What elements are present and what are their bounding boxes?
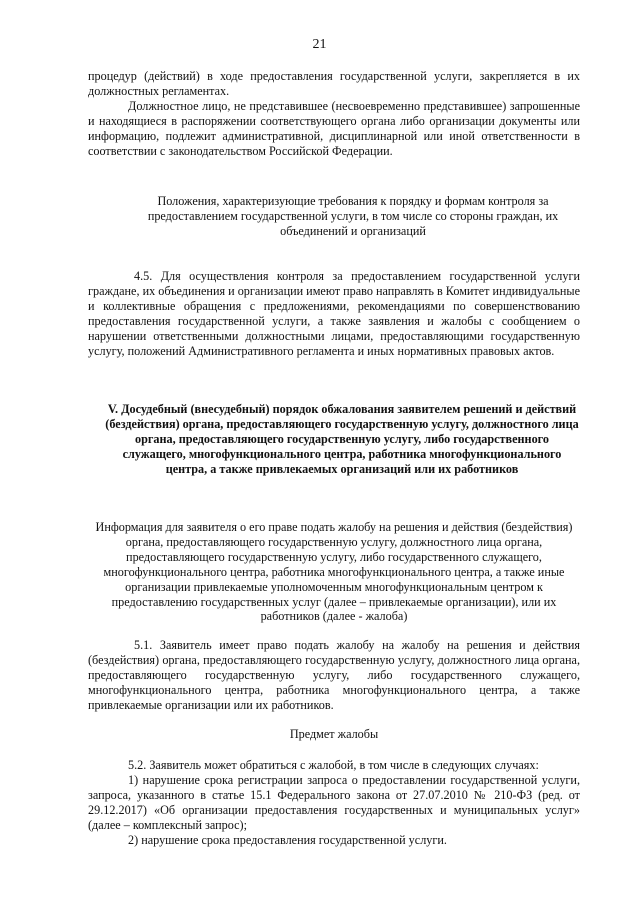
heading-control-requirements: Положения, характеризующие требования к порядку и формам контроля за предоставлением государственной услуги, в том числе со стороны граждан, их объединений и организаций xyxy=(147,194,559,238)
heading-complaint-info: Информация для заявителя о его праве подать жалобу на решения и действия (бездействия) органа, предоставляющего государственную услугу, должностного лица органа, предоставляющего государственную услугу, либо государственного служащего, многофункционального центра, работника многофункционального центра, а также иные организации привлекаемые уполномоченным многофункциональным центром к предоставлению государственных услуг (далее – привлекаемые организации), или их работников (далее - жалоба) xyxy=(95,520,573,624)
heading-complaint-subject: Предмет жалобы xyxy=(289,727,379,741)
paragraph-4-5: 4.5. Для осуществления контроля за предоставлением государственной услуги граждане, их объединения и организации имеют право направлять в Комитет индивидуальные и коллективные обращения с предложениями, рекомендациями по совершенствованию предоставления государственной услуги, а также заявления и жалобы с сообщением о нарушении ответственными должностными лицами, предоставляющими государственную услугу, положений Административного регламента и иных нормативных правовых актов. xyxy=(88,269,580,358)
paragraph-officials-regulations: процедур (действий) в ходе предоставления государственной услуги, закрепляется в их должностных регламентах. xyxy=(88,69,580,98)
list-item-1: 1) нарушение срока регистрации запроса о предоставлении государственной услуги, запроса, указанного в статье 15.1 Федерального закона от 27.07.2010 № 210-ФЗ (ред. от 29.12.2017) «Об организации предоставления государственных и муниципальных услуг» (далее – комплексный запрос); xyxy=(88,773,580,832)
paragraph-official-responsibility: Должностное лицо, не представившее (несвоевременно представившее) запрошенные и находящиеся в распоряжении соответствующего органа либо организации документы или информацию, подлежит административной, дисциплинарной или иной ответственности в соответствии с законодательством Российской Федерации. xyxy=(88,99,580,158)
paragraph-5-2: 5.2. Заявитель может обратиться с жалобой, в том числе в следующих случаях: xyxy=(128,758,539,772)
page-number: 21 xyxy=(312,37,327,52)
paragraph-5-1: 5.1. Заявитель имеет право подать жалобу на жалобу на решения и действия (бездействия) органа, предоставляющего государственную услугу, должностного лица органа, предоставляющего государственную услугу, либо государственного служащего, многофункционального центра, работника многофункционального центра, а также привлекаемые организации или их работников. xyxy=(88,638,580,712)
section-v-heading: V. Досудебный (внесудебный) порядок обжалования заявителем решений и действий (бездействия) органа, предоставляющего государственную услугу, должностного лица органа, предоставляющего государственную услугу, либо государственного служащего, многофункционального центра, работника многофункционального центра, а также привлекаемых организаций или их работников xyxy=(105,402,579,476)
list-item-2: 2) нарушение срока предоставления государственной услуги. xyxy=(128,833,447,847)
